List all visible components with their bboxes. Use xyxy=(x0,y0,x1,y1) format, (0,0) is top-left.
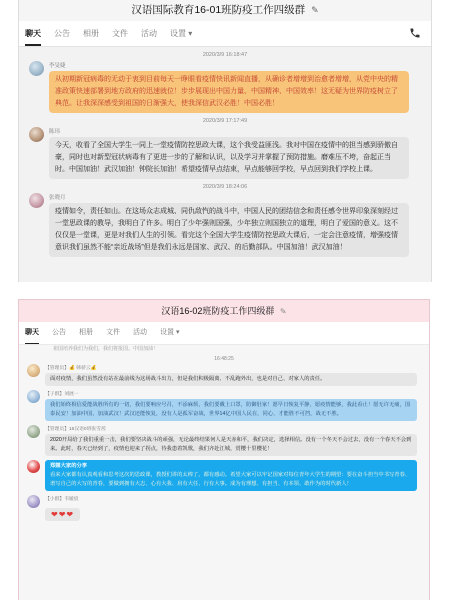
previous-message-fragment: 祖国培养我们为我们，我们将报国。中国加油！ xyxy=(53,346,159,352)
sender-name[interactable]: 【小群】韦媛宸 xyxy=(45,497,79,502)
avatar[interactable] xyxy=(27,460,40,473)
tab-bar xyxy=(19,21,431,47)
sender-name[interactable]: 李旻婕 xyxy=(49,63,66,69)
pencil-icon[interactable]: ✎ xyxy=(311,5,319,15)
tab-activity[interactable]: 活动 xyxy=(141,29,157,38)
message-list[interactable] xyxy=(19,345,429,522)
sender-name[interactable]: 【子群】刘展一 xyxy=(45,392,79,397)
message-item xyxy=(27,425,421,456)
tab-files[interactable]: 文件 xyxy=(112,29,128,38)
avatar[interactable] xyxy=(29,61,44,76)
sender-name[interactable]: 陈玮 xyxy=(49,129,61,135)
group-title: 汉语国际教育16-01班防疫工作四级群 xyxy=(131,4,306,16)
phone-icon[interactable] xyxy=(409,27,421,39)
tab-chat[interactable]: 聊天 xyxy=(25,322,39,344)
message-item xyxy=(27,460,421,491)
tab-announcement[interactable]: 公告 xyxy=(54,29,70,38)
timestamp: 2020/3/9 18:24:06 xyxy=(202,184,248,190)
sender-name[interactable]: 张晓月 xyxy=(49,195,66,201)
message-bubble[interactable]: 今天，收看了全国大学生一同上一堂疫情防控思政大课，这个我受益匪浅。我对中国在疫情中的担当感到骄傲自豪，同时也对新型冠状病毒有了更进一步的了解和认识，以及学习并掌握了预防措施。磨难压不垮，奋起正当时。中国加油！武汉加油！钟院长加油！希望疫情早点结束，早点能够回学校，早点回到我们学校上课。 xyxy=(49,137,409,179)
tab-files[interactable]: 文件 xyxy=(106,329,120,336)
avatar[interactable] xyxy=(27,425,40,438)
tab-album[interactable]: 相册 xyxy=(83,29,99,38)
tab-announcement[interactable]: 公告 xyxy=(52,329,66,336)
message-bubble[interactable]: 疫情如令，责任如山。在这场众志成城、同仇敌忾的战斗中，中国人民的团结信念和责任感令世界印象深刻经过一堂思政课的教导，我明白了许多。明白了少年强则国强，少年独立则国独立的道理，明白了爱国的意义。这不仅仅是一堂课，更是对我们人生的引领。看完这个全国大学生疫情防控思政大课后，一定会注意疫情，增强疫情意识我们虽然不能“亲近战场”但是我们永远是国家、武汉、的后勤部队。中国加油！武汉加油！ xyxy=(49,203,409,257)
chat-window-1 xyxy=(18,0,432,282)
message-item xyxy=(29,193,421,257)
share-card-text: 看来大家都有认真观看和思考这次的思政课，教授们讲的太棒了，都有感动。希望大家可以牢记国家对每位青年大学生的期望：要在奋斗担当中书写青春、谱写自己的大写的青春，要做到拥有大志、心有大我、肩有大任、行有大事。成为有理想、有担当、有本领、敢作为的时代新人！ xyxy=(50,472,411,487)
message-bubble[interactable]: 我们始终相信爱能战胜所有的一切，我们要响应号召，不添麻烦，我们要戴上口罩，防御肚家！愿早日恢复平静，愿疫情能够，我此看止！愿无许无痛，国泰民安！加油中国，加油武汉！武汉还能恢复，没有人是孤军奋战，世界14亿中国人民在，同心，才能胜不可挡，战无不胜。 xyxy=(45,399,417,421)
tab-chat[interactable]: 聊天 xyxy=(25,21,41,46)
window-title-bar xyxy=(19,0,431,21)
avatar[interactable] xyxy=(29,127,44,142)
share-card[interactable] xyxy=(45,460,417,491)
message-list[interactable] xyxy=(19,52,431,257)
tab-activity[interactable]: 活动 xyxy=(133,329,147,336)
window-title-bar xyxy=(19,300,429,322)
tab-settings[interactable]: 设置 ▾ xyxy=(160,329,180,336)
message-item xyxy=(27,495,421,522)
timestamp: 16:48:25 xyxy=(214,356,234,362)
avatar[interactable] xyxy=(27,390,40,403)
timestamp: 2020/3/9 16:18:47 xyxy=(202,52,248,58)
sender-name[interactable]: 【管理员】16汉语0班张雪茜 xyxy=(45,427,106,432)
group-title: 汉语16-02班防疫工作四级群 xyxy=(161,306,275,316)
timestamp: 2020/3/9 17:17:49 xyxy=(202,118,248,124)
tab-settings[interactable]: 设置 ▾ xyxy=(170,29,193,38)
message-item xyxy=(29,61,421,113)
message-bubble[interactable]: 从初期新冠病毒的无动于衷到目前每天一睁眼看疫情快讯新闻直播，从确诊者增增到治愈者增增，从党中央的精准政策快速部署到地方政府的迅速就位！步步展现出中国力量、中国精神、中国效率！这无疑为世界防疫树立了典范。让我深深感受到祖国的日渐强大，使我深信武汉必胜！中国必胜！ xyxy=(49,71,409,113)
message-bubble[interactable]: 2020开局给了我们重重一击，我们要坚决战斗的顽强，无论最终结果何人是天赤和平，我们决定，选择相信。没有一个冬天不会过去，没有一个春天不会到来。此时，春天已经到了，疫情也迎来了拐点，待我患着凯歌，我们齐赴江城，赏樱十里樱花！ xyxy=(45,434,417,456)
avatar[interactable] xyxy=(27,364,40,377)
chat-window-2 xyxy=(18,299,430,600)
message-bubble[interactable]: 面对疫情，我们虽然没有站在最前线为这场战斗出力，但是我们积极隔离、不乱跑外出，也是对自己、对家人的责任。 xyxy=(45,373,417,386)
heart-emoji-message[interactable]: ❤❤❤ xyxy=(45,508,80,521)
pencil-icon[interactable]: ✎ xyxy=(279,307,287,316)
message-item xyxy=(29,127,421,179)
avatar[interactable] xyxy=(27,495,40,508)
message-item xyxy=(27,390,421,421)
tab-bar xyxy=(19,322,429,345)
avatar[interactable] xyxy=(29,193,44,208)
tab-album[interactable]: 相册 xyxy=(79,329,93,336)
message-item xyxy=(27,364,421,386)
share-card-title: 郑娜大家的分享 xyxy=(50,463,88,469)
sender-name[interactable]: 【管理员】💰 韩骄云💰 xyxy=(45,366,97,371)
